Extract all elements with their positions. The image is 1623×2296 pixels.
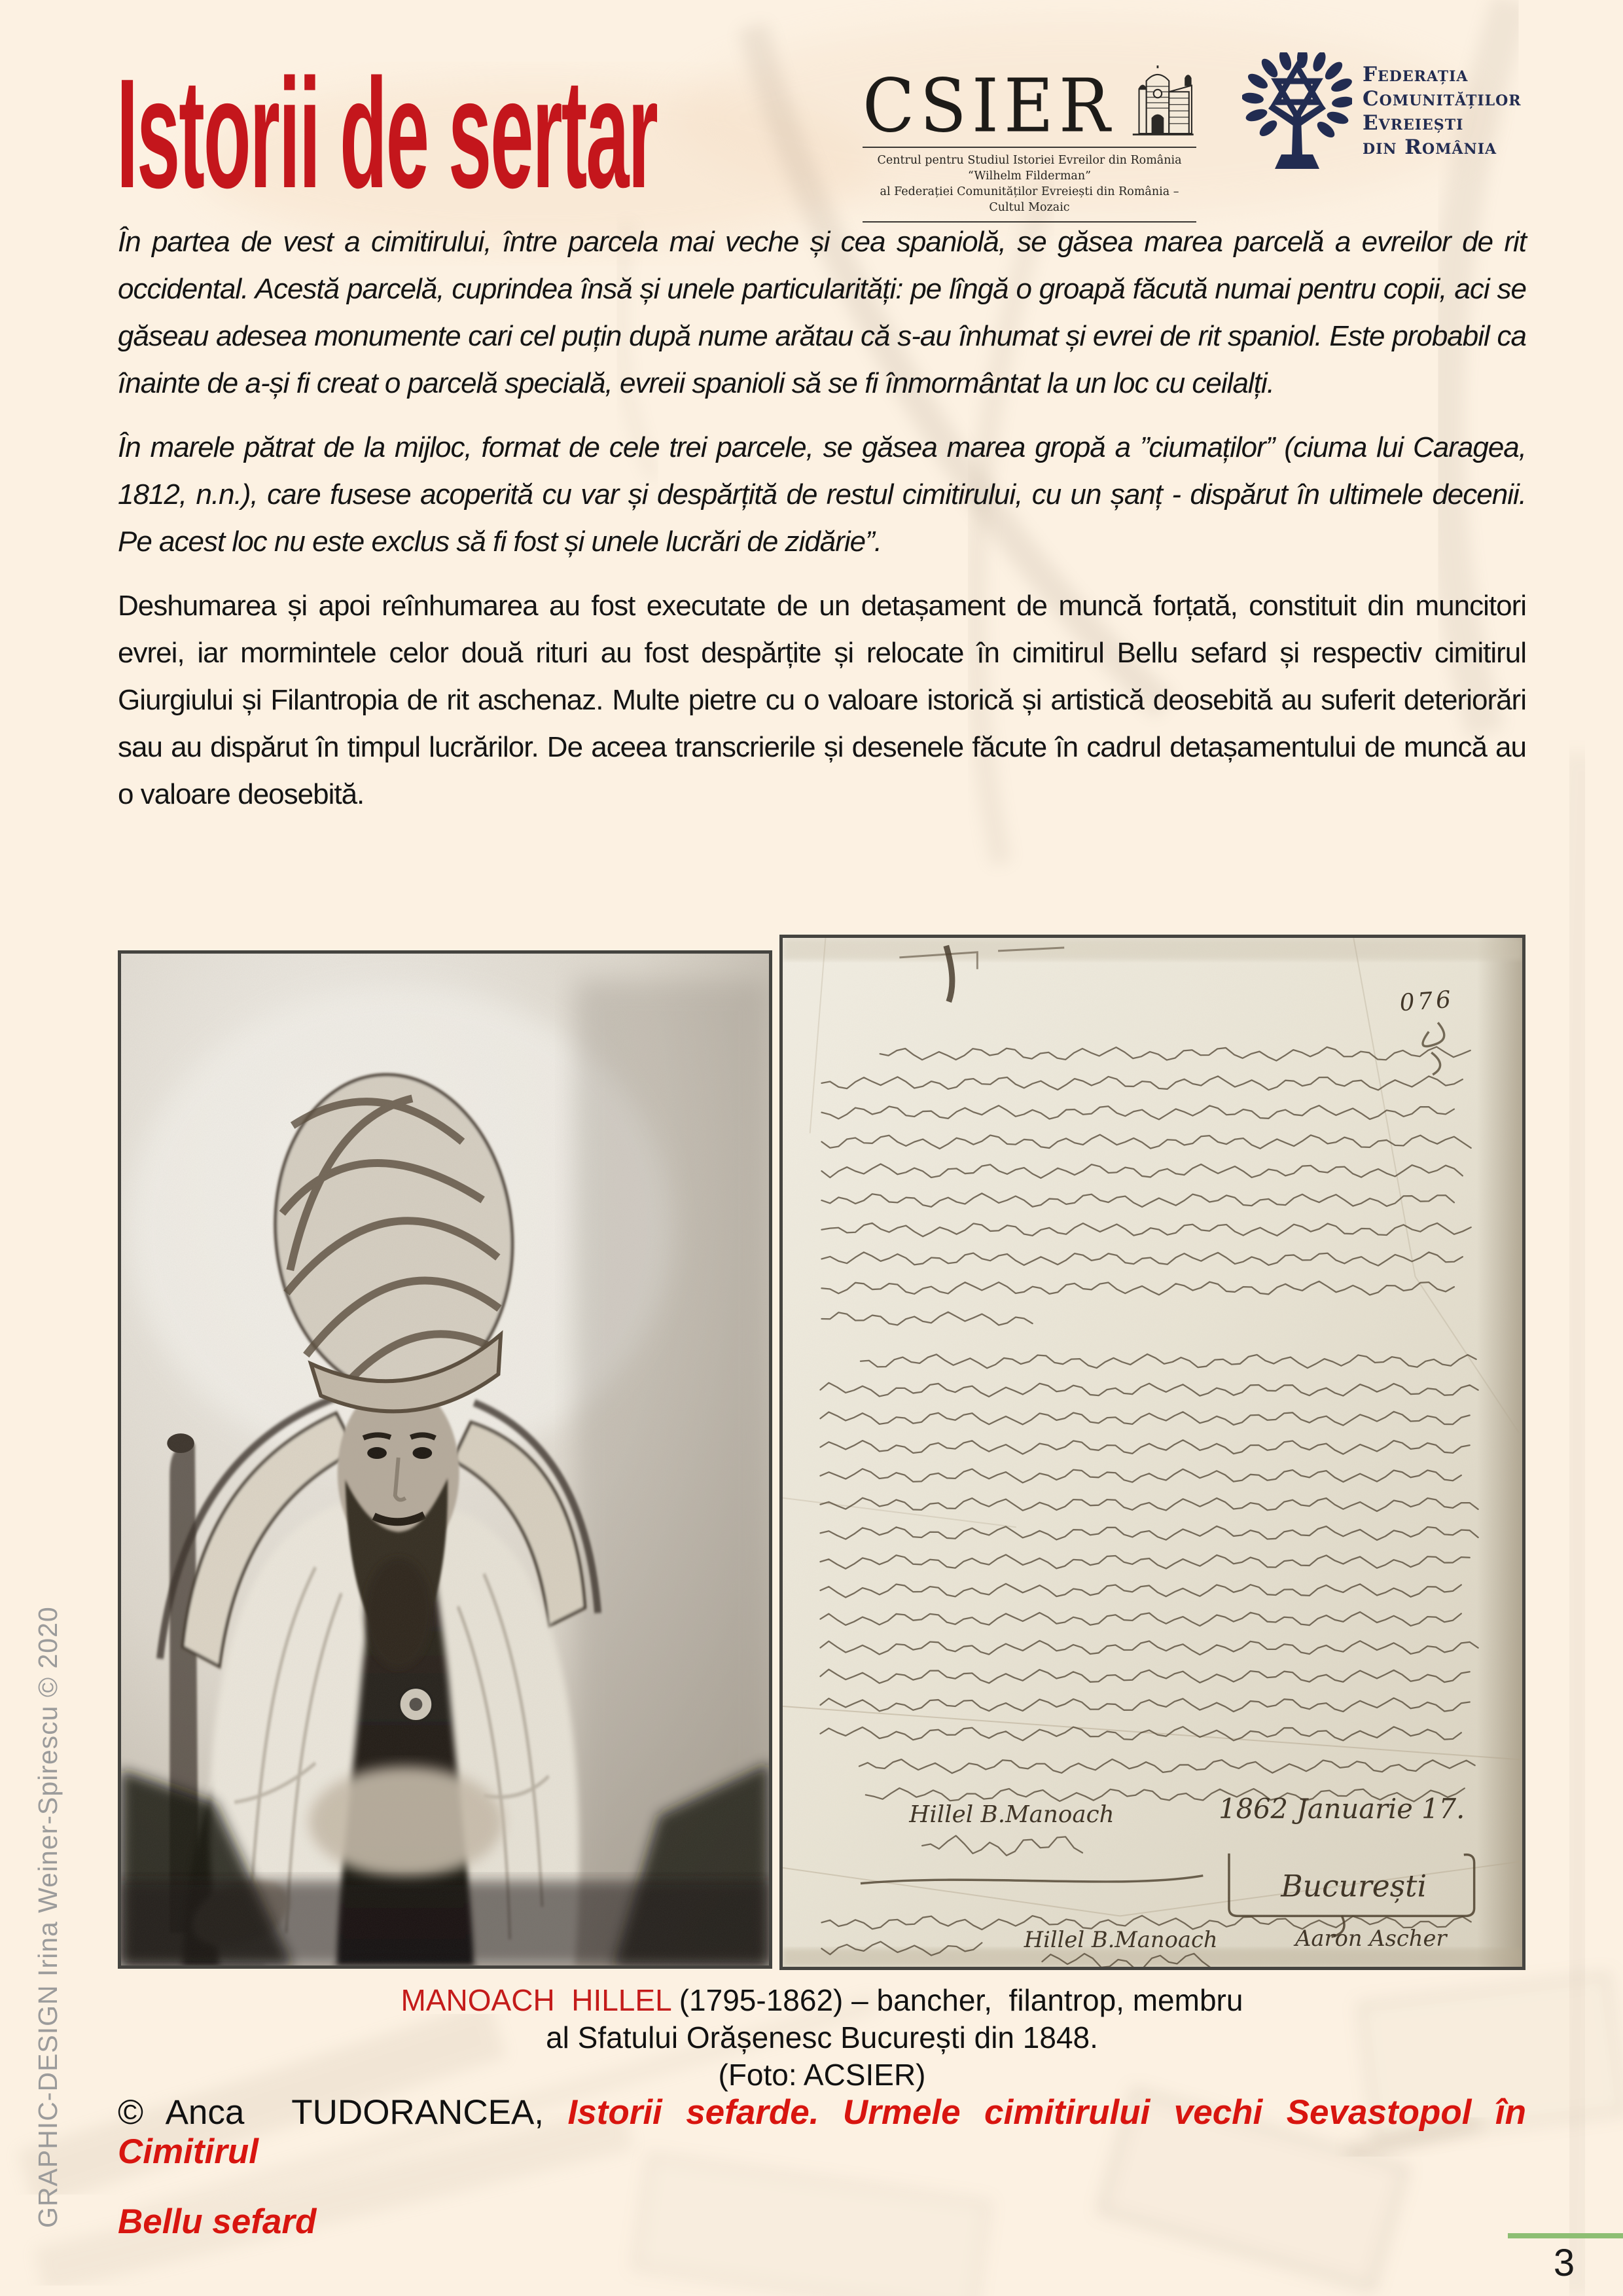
credit-work-title: Istorii sefarde. Urmele cimitirului vechi Sevastopol în Cimitirul [118,2093,1526,2171]
csier-logo [863,48,1196,223]
caption-line2: al Sfatului Orășenesc București din 1848. [546,2020,1098,2054]
fcer-line1: Federația [1363,63,1469,86]
paragraph-quote-2: În marele pătrat de la mijloc, format de cele trei parcele, se găsea marea gropă a ”ciumaților” (ciuma lui Caragea, 1812, n.n.), care fusese acoperită cu var și despărțită de restul cimitirului, cu un șanț - dispărut în ultimele decenii. Pe acest loc nu este exclus să fi fost și unele lucrări de zidărie”. [118,431,1526,558]
paragraph-commentary: Deshumarea și apoi reînhumarea au fost executate de un detașament de muncă forțată, constituit din muncitori evrei, iar mormintele celor două rituri au fost despărțite și relocate în cimitirul Bellu sefard și respectiv cimitirul Giurgiului și Filantropia de rit aschenaz. Multe pietre cu o valoare istorică și artistică deosebită au suferit deteriorări sau au dispărut în timpul lucrărilor. De aceea transcrierile și desenele făcute în cadrul detașamentului de muncă au o valoare deosebită. [118,590,1526,810]
caption-photo-credit: (Foto: ACSIER) [718,2058,926,2092]
fcer-line3: Evreiești [1363,111,1464,135]
csier-subtitle-line2: al Federației Comunităților Evreiești din România – Cultul Mozaic [880,185,1179,214]
credit-line2: Bellu sefard [118,2202,317,2241]
manuscript-photo [779,935,1525,1970]
csier-subtitle [863,147,1196,223]
fcer-title [1363,63,1522,160]
portrait-photo [118,950,772,1969]
csier-acronym: CSIER [863,62,1116,149]
credit-line1 [118,2093,1526,2172]
figure-caption [118,1982,1526,2094]
caption-person-desc: (1795-1862) – bancher, filantrop, membru [670,1983,1243,2017]
tree-of-life-icon [1242,52,1352,170]
fcer-line2: Comunităților [1363,87,1522,111]
fcer-logo [1242,52,1522,170]
synagogue-icon [1119,48,1196,160]
fcer-line4: din România [1363,135,1497,159]
page-title: Istorii de sertar [116,47,657,221]
credit-author: © Anca TUDORANCEA, [118,2093,568,2132]
csier-subtitle-line1: Centrul pentru Studiul Istoriei Evreilor din România “Wilhelm Filderman” [877,154,1182,183]
caption-person-name: MANOACH HILLEL [401,1983,671,2017]
caption-line1 [118,1982,1526,2019]
footer-divider [1508,2233,1623,2238]
figure-row [118,935,1526,1970]
paragraph-quote-1: În partea de vest a cimitirului, între parcela mai veche și cea spaniolă, se găsea marea parcelă a evreilor de rit occidental. Acestă parcelă, cuprindea însă și unele particularități: pe lîngă o groapă făcută numai pentru copii, aci se găseau adesea monumente cari cel puțin după nume arătau că s-au înhumat și evrei de rit spaniol. Este probabil ca înainte de a-și fi creat o parcelă specială, evreii spanioli să se fi înmormântat la un loc cu ceilalți. [118,226,1526,399]
page-number: 3 [1553,2242,1575,2284]
design-credit: GRAPHIC-DESIGN Irina Weiner-Spirescu © 2020 [33,1606,63,2228]
article-credit [118,2093,1526,2242]
article-body [118,219,1526,835]
